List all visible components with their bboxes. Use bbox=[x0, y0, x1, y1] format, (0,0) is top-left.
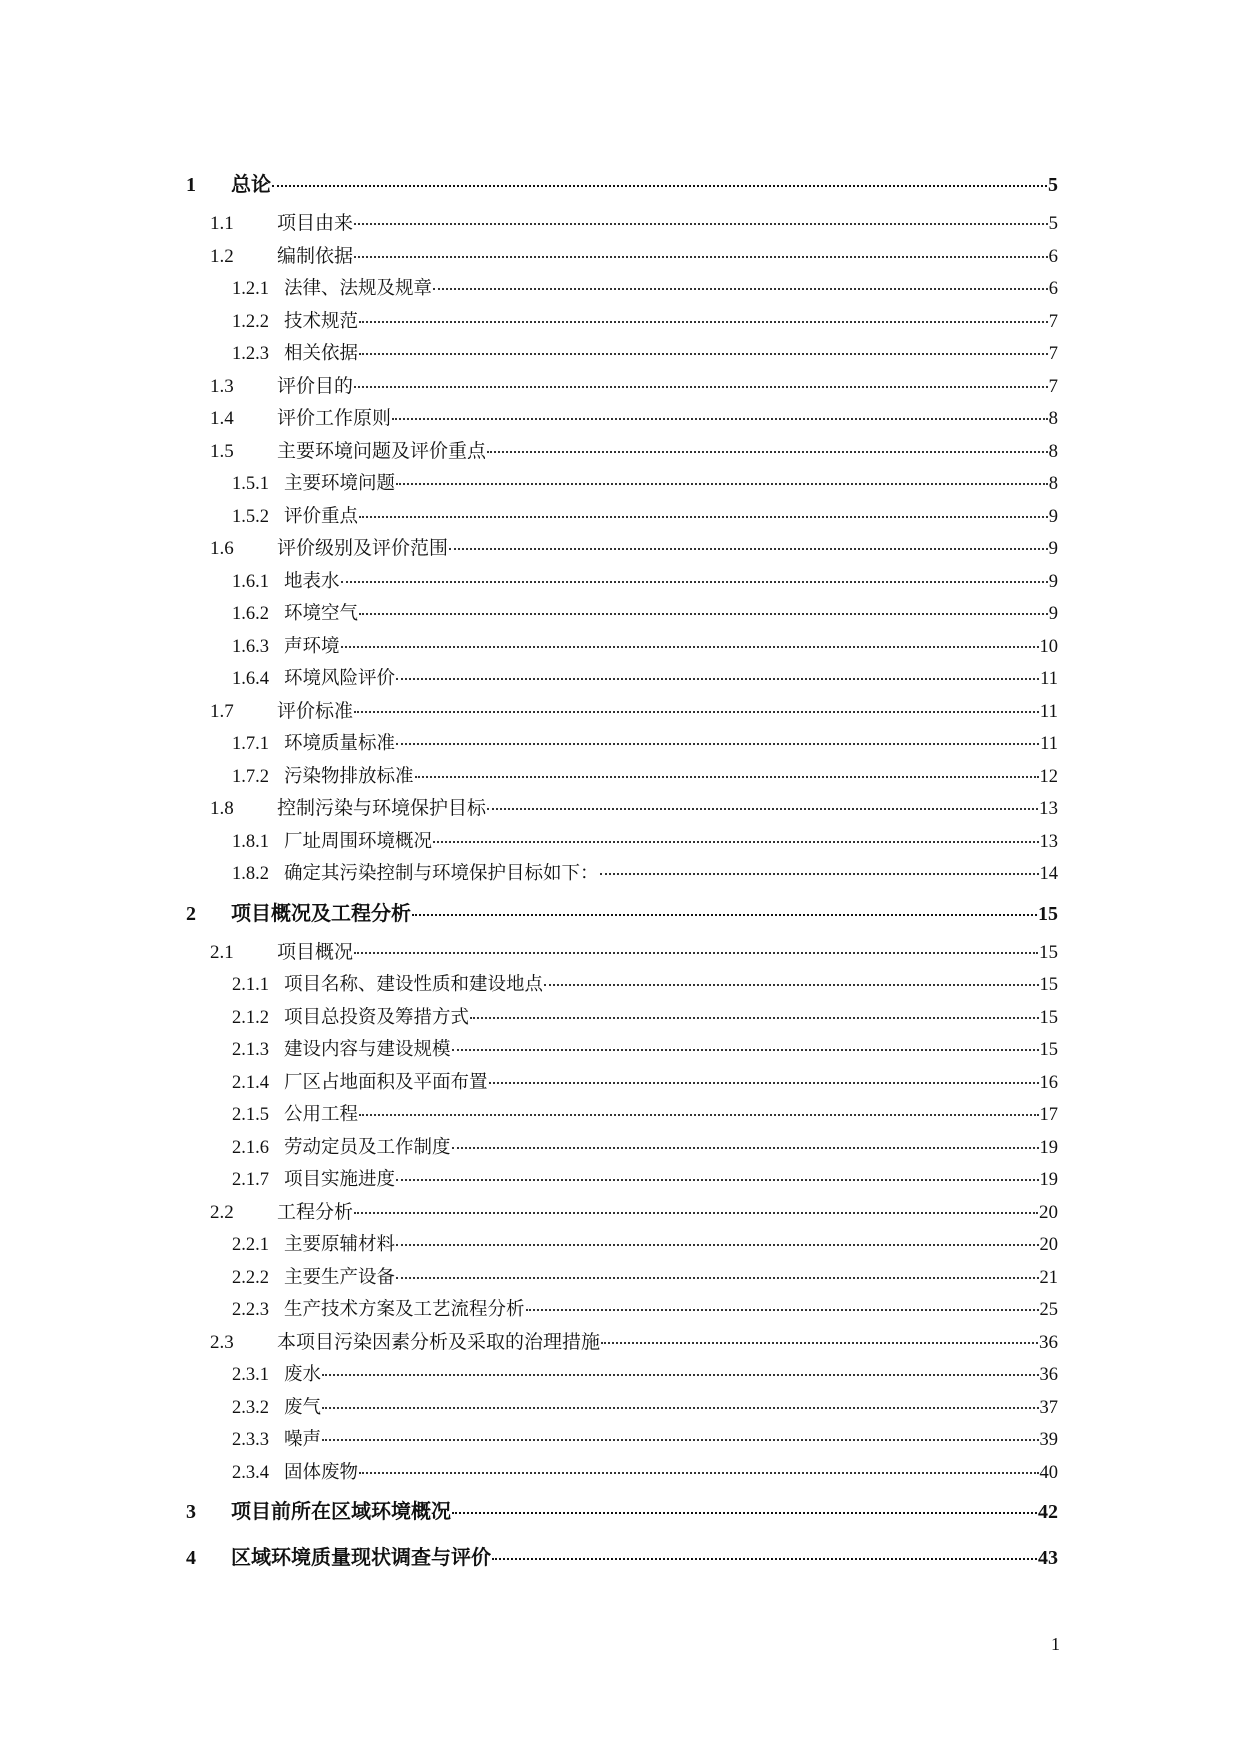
toc-entry-number: 1.6.4 bbox=[232, 669, 269, 689]
toc-entry-title: 环境质量标准 bbox=[284, 734, 396, 754]
toc-entry-page: 9 bbox=[1048, 506, 1058, 527]
toc-entry-title: 区域环境质量现状调查与评价 bbox=[231, 1547, 491, 1569]
toc-entry-page: 11 bbox=[1040, 669, 1058, 689]
dot-leader bbox=[396, 725, 1039, 746]
toc-entry-number: 2.3 bbox=[210, 1331, 234, 1353]
toc-entry-title: 厂区占地面积及平面布置 bbox=[284, 1072, 488, 1093]
toc-entry-number: 2.1.4 bbox=[232, 1072, 269, 1093]
toc-entry-number: 1.4 bbox=[210, 408, 234, 429]
toc-entry-title: 评价工作原则 bbox=[277, 408, 392, 429]
toc-entry-number: 2.1.3 bbox=[232, 1040, 269, 1060]
dot-leader bbox=[341, 627, 1039, 648]
toc-entry-page: 7 bbox=[1048, 344, 1058, 364]
toc-entry-level-3[interactable] bbox=[186, 1229, 1058, 1262]
toc-entry-title: 建设内容与建设规模 bbox=[284, 1040, 451, 1060]
toc-entry-level-3[interactable] bbox=[186, 1424, 1058, 1457]
dot-leader bbox=[415, 757, 1039, 778]
toc-entry-level-1[interactable] bbox=[186, 891, 1058, 937]
toc-entry-level-1[interactable] bbox=[186, 162, 1058, 208]
toc-entry-title: 项目概况及工程分析 bbox=[231, 902, 411, 925]
dot-leader bbox=[359, 497, 1048, 518]
toc-entry-number: 1.8 bbox=[210, 798, 234, 819]
toc-entry-page: 20 bbox=[1039, 1235, 1058, 1255]
toc-entry-number: 1.6.3 bbox=[232, 636, 269, 657]
toc-entry-page: 15 bbox=[1038, 902, 1058, 925]
toc-entry-title: 声环境 bbox=[284, 636, 340, 657]
toc-entry-level-3[interactable] bbox=[186, 1262, 1058, 1295]
toc-entry-title: 污染物排放标准 bbox=[284, 766, 414, 787]
toc-entry-level-3[interactable] bbox=[186, 631, 1058, 664]
toc-entry-level-3[interactable] bbox=[186, 306, 1058, 339]
toc-entry-level-2[interactable] bbox=[186, 1327, 1058, 1360]
toc-entry-number: 1.2.2 bbox=[232, 311, 269, 332]
toc-entry-number: 1.8.1 bbox=[232, 831, 269, 852]
toc-entry-number: 2.2.3 bbox=[232, 1300, 269, 1320]
dot-leader bbox=[359, 302, 1048, 323]
dot-leader bbox=[359, 1096, 1038, 1117]
toc-entry-number: 2.2.1 bbox=[232, 1235, 269, 1255]
toc-entry-number: 1.5.2 bbox=[232, 506, 269, 527]
toc-entry-page: 9 bbox=[1048, 604, 1058, 624]
page-number: 1 bbox=[1051, 1634, 1060, 1654]
toc-entry-page: 7 bbox=[1048, 375, 1058, 397]
toc-entry-number: 2.1.6 bbox=[232, 1137, 269, 1158]
toc-entry-title: 技术规范 bbox=[284, 311, 359, 332]
toc-entry-number: 2.3.2 bbox=[232, 1397, 269, 1418]
toc-entry-title: 项目实施进度 bbox=[284, 1170, 396, 1190]
dot-leader bbox=[433, 270, 1048, 291]
dot-leader bbox=[392, 399, 1047, 420]
dot-leader bbox=[487, 432, 1047, 453]
toc-entry-title: 控制污染与环境保护目标 bbox=[277, 798, 487, 819]
dot-leader bbox=[452, 1492, 1037, 1514]
dot-leader bbox=[601, 1323, 1038, 1344]
dot-leader bbox=[449, 529, 1047, 550]
toc-entry-level-1[interactable] bbox=[186, 1489, 1058, 1535]
toc-entry-title: 公用工程 bbox=[284, 1105, 359, 1125]
toc-entry-number: 2 bbox=[186, 902, 196, 925]
toc-entry-page: 42 bbox=[1038, 1501, 1058, 1523]
toc-entry-page: 5 bbox=[1048, 174, 1058, 196]
toc-entry-page: 15 bbox=[1039, 975, 1058, 995]
toc-entry-level-2[interactable] bbox=[186, 241, 1058, 274]
dot-leader bbox=[354, 367, 1047, 388]
toc-entry-title: 主要环境问题 bbox=[284, 474, 396, 494]
toc-entry-page: 6 bbox=[1048, 245, 1058, 267]
toc-entry-title: 主要生产设备 bbox=[284, 1267, 396, 1288]
toc-entry-title: 确定其污染控制与环境保护目标如下： bbox=[284, 864, 599, 884]
toc-entry-level-2[interactable] bbox=[186, 937, 1058, 970]
toc-entry-number: 1.7.2 bbox=[232, 766, 269, 787]
toc-entry-number: 2.1 bbox=[210, 941, 234, 963]
toc-entry-title: 厂址周围环境概况 bbox=[284, 831, 433, 852]
toc-entry-number: 1.7 bbox=[210, 700, 234, 722]
toc-entry-title: 生产技术方案及工艺流程分析 bbox=[284, 1300, 525, 1320]
toc-entry-level-3[interactable] bbox=[186, 1002, 1058, 1035]
toc-entry-number: 1.7.1 bbox=[232, 734, 269, 754]
dot-leader bbox=[396, 660, 1039, 681]
toc-entry-number: 3 bbox=[186, 1501, 196, 1523]
toc-entry-page: 13 bbox=[1039, 798, 1058, 819]
dot-leader bbox=[359, 595, 1048, 616]
toc-entry-page: 15 bbox=[1039, 941, 1058, 963]
toc-entry-title: 法律、法规及规章 bbox=[284, 279, 433, 299]
dot-leader bbox=[396, 465, 1048, 486]
toc-entry-title: 项目由来 bbox=[277, 213, 354, 234]
dot-leader bbox=[322, 1388, 1038, 1409]
toc-entry-level-3[interactable] bbox=[186, 598, 1058, 631]
toc-entry-title: 项目前所在区域环境概况 bbox=[231, 1501, 451, 1523]
toc-entry-number: 2.3.1 bbox=[232, 1365, 269, 1385]
dot-leader bbox=[470, 998, 1038, 1019]
toc-entry-page: 13 bbox=[1039, 831, 1058, 852]
toc-entry-page: 36 bbox=[1039, 1331, 1058, 1353]
dot-leader bbox=[600, 855, 1039, 876]
toc-entry-page: 9 bbox=[1048, 538, 1058, 559]
toc-entry-level-2[interactable] bbox=[186, 436, 1058, 469]
toc-entry-title: 相关依据 bbox=[284, 344, 359, 364]
toc-entry-page: 20 bbox=[1039, 1201, 1058, 1223]
table-of-contents bbox=[186, 162, 1058, 1581]
toc-entry-title: 噪声 bbox=[284, 1430, 322, 1450]
toc-entry-page: 8 bbox=[1048, 440, 1058, 462]
toc-entry-page: 15 bbox=[1039, 1007, 1058, 1028]
toc-entry-title: 固体废物 bbox=[284, 1462, 359, 1483]
toc-entry-level-3[interactable] bbox=[186, 273, 1058, 306]
toc-entry-title: 废水 bbox=[284, 1365, 322, 1385]
toc-entry-page: 19 bbox=[1039, 1170, 1058, 1190]
toc-entry-page: 25 bbox=[1039, 1300, 1058, 1320]
dot-leader bbox=[396, 1161, 1038, 1182]
toc-entry-title: 项目概况 bbox=[277, 941, 354, 963]
dot-leader bbox=[489, 1063, 1039, 1084]
toc-entry-number: 1.8.2 bbox=[232, 864, 269, 884]
toc-entry-title: 主要原辅材料 bbox=[284, 1235, 396, 1255]
toc-entry-page: 11 bbox=[1039, 700, 1058, 722]
toc-entry-page: 8 bbox=[1048, 408, 1058, 429]
toc-entry-level-2[interactable] bbox=[186, 533, 1058, 566]
toc-entry-title: 工程分析 bbox=[277, 1201, 354, 1223]
toc-entry-title: 主要环境问题及评价重点 bbox=[277, 440, 487, 462]
toc-entry-number: 2.1.2 bbox=[232, 1007, 269, 1028]
toc-entry-number: 1.2 bbox=[210, 245, 234, 267]
toc-entry-page: 11 bbox=[1040, 734, 1058, 754]
dot-leader bbox=[341, 562, 1048, 583]
toc-entry-level-3[interactable] bbox=[186, 1457, 1058, 1490]
toc-entry-number: 2.3.3 bbox=[232, 1430, 269, 1450]
toc-entry-title: 地表水 bbox=[284, 571, 340, 592]
toc-entry-number: 1.5.1 bbox=[232, 474, 269, 494]
dot-leader bbox=[354, 692, 1039, 713]
toc-entry-page: 14 bbox=[1039, 864, 1058, 884]
toc-entry-level-3[interactable] bbox=[186, 566, 1058, 599]
dot-leader bbox=[359, 1453, 1038, 1474]
toc-entry-page: 15 bbox=[1039, 1040, 1058, 1060]
toc-entry-page: 5 bbox=[1048, 213, 1058, 234]
toc-entry-title: 本项目污染因素分析及采取的治理措施 bbox=[277, 1331, 601, 1353]
toc-entry-level-3[interactable] bbox=[186, 1132, 1058, 1165]
toc-entry-page: 43 bbox=[1038, 1547, 1058, 1569]
dot-leader bbox=[272, 165, 1047, 187]
toc-entry-level-3[interactable] bbox=[186, 858, 1058, 891]
toc-entry-level-3[interactable] bbox=[186, 969, 1058, 1002]
toc-entry-title: 环境风险评价 bbox=[284, 669, 396, 689]
toc-entry-number: 1.1 bbox=[210, 213, 234, 234]
dot-leader bbox=[544, 966, 1038, 987]
toc-entry-title: 总论 bbox=[231, 174, 271, 196]
toc-entry-level-3[interactable] bbox=[186, 826, 1058, 859]
dot-leader bbox=[452, 1031, 1039, 1052]
toc-entry-page: 16 bbox=[1039, 1072, 1058, 1093]
dot-leader bbox=[396, 1226, 1038, 1247]
toc-entry-level-2[interactable] bbox=[186, 696, 1058, 729]
toc-entry-page: 9 bbox=[1048, 571, 1058, 592]
toc-entry-level-2[interactable] bbox=[186, 793, 1058, 826]
toc-entry-title: 评价标准 bbox=[277, 700, 354, 722]
dot-leader bbox=[526, 1291, 1039, 1312]
toc-entry-level-3[interactable] bbox=[186, 728, 1058, 761]
toc-entry-title: 项目总投资及筹措方式 bbox=[284, 1007, 470, 1028]
toc-entry-page: 36 bbox=[1039, 1365, 1058, 1385]
dot-leader bbox=[354, 237, 1047, 258]
toc-entry-page: 10 bbox=[1039, 636, 1058, 657]
dot-leader bbox=[322, 1421, 1038, 1442]
toc-entry-title: 废气 bbox=[284, 1397, 322, 1418]
toc-entry-level-3[interactable] bbox=[186, 1067, 1058, 1100]
toc-entry-number: 2.1.5 bbox=[232, 1105, 269, 1125]
dot-leader bbox=[354, 204, 1047, 225]
dot-leader bbox=[396, 1258, 1038, 1279]
dot-leader bbox=[354, 1193, 1038, 1214]
toc-entry-level-3[interactable] bbox=[186, 1359, 1058, 1392]
toc-entry-number: 1.6.1 bbox=[232, 571, 269, 592]
toc-entry-level-3[interactable] bbox=[186, 468, 1058, 501]
toc-entry-level-3[interactable] bbox=[186, 1392, 1058, 1425]
toc-entry-level-1[interactable] bbox=[186, 1535, 1058, 1581]
toc-entry-number: 2.2 bbox=[210, 1201, 234, 1223]
dot-leader bbox=[359, 335, 1048, 356]
toc-entry-number: 1.5 bbox=[210, 440, 234, 462]
toc-entry-number: 4 bbox=[186, 1547, 196, 1569]
toc-entry-number: 1.6.2 bbox=[232, 604, 269, 624]
toc-entry-number: 1.2.3 bbox=[232, 344, 269, 364]
dot-leader bbox=[354, 933, 1038, 954]
toc-entry-page: 17 bbox=[1039, 1105, 1058, 1125]
toc-entry-title: 项目名称、建设性质和建设地点 bbox=[284, 975, 544, 995]
dot-leader bbox=[433, 822, 1038, 843]
toc-entry-page: 12 bbox=[1039, 766, 1058, 787]
toc-entry-number: 2.1.1 bbox=[232, 975, 269, 995]
toc-entry-page: 40 bbox=[1039, 1462, 1058, 1483]
toc-entry-number: 2.1.7 bbox=[232, 1170, 269, 1190]
toc-entry-title: 评价级别及评价范围 bbox=[277, 538, 449, 559]
toc-entry-number: 1 bbox=[186, 174, 196, 196]
dot-leader bbox=[492, 1538, 1037, 1560]
dot-leader bbox=[452, 1128, 1039, 1149]
toc-entry-level-3[interactable] bbox=[186, 1034, 1058, 1067]
toc-entry-page: 8 bbox=[1048, 474, 1058, 494]
toc-entry-number: 2.2.2 bbox=[232, 1267, 269, 1288]
toc-entry-number: 2.3.4 bbox=[232, 1462, 269, 1483]
toc-entry-title: 评价目的 bbox=[277, 375, 354, 397]
toc-entry-title: 评价重点 bbox=[284, 506, 359, 527]
toc-entry-page: 21 bbox=[1039, 1267, 1058, 1288]
toc-entry-title: 劳动定员及工作制度 bbox=[284, 1137, 451, 1158]
toc-entry-number: 1.3 bbox=[210, 375, 234, 397]
toc-entry-page: 37 bbox=[1039, 1397, 1058, 1418]
toc-entry-title: 编制依据 bbox=[277, 245, 354, 267]
toc-entry-level-2[interactable] bbox=[186, 1197, 1058, 1230]
toc-entry-page: 19 bbox=[1039, 1137, 1058, 1158]
toc-entry-title: 环境空气 bbox=[284, 604, 359, 624]
toc-entry-page: 7 bbox=[1048, 311, 1058, 332]
dot-leader bbox=[322, 1356, 1038, 1377]
dot-leader bbox=[487, 789, 1038, 810]
toc-entry-number: 1.2.1 bbox=[232, 279, 269, 299]
toc-entry-page: 6 bbox=[1048, 279, 1058, 299]
toc-entry-page: 39 bbox=[1039, 1430, 1058, 1450]
dot-leader bbox=[412, 894, 1037, 916]
toc-entry-level-3[interactable] bbox=[186, 1099, 1058, 1132]
toc-entry-number: 1.6 bbox=[210, 538, 234, 559]
